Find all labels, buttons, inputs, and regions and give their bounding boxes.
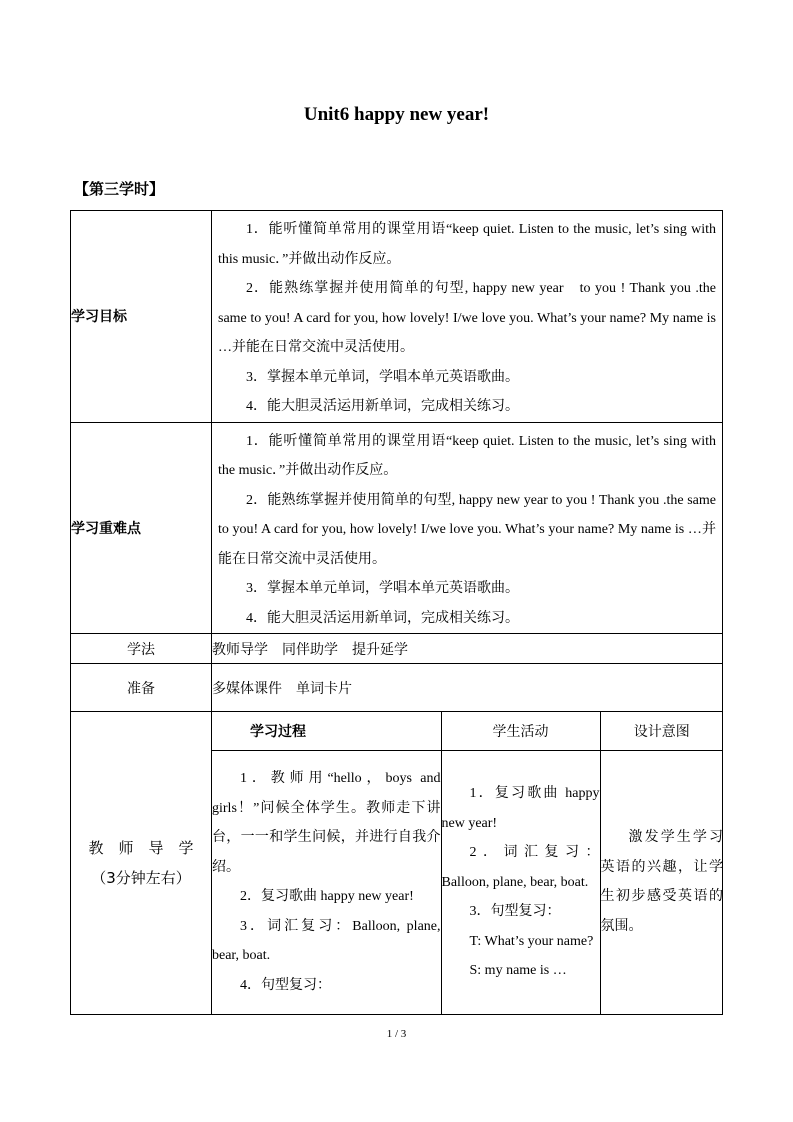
activity-step: 2．词汇复习：Balloon, plane, bear, boat. — [441, 845, 600, 890]
section-heading: 【第三学时】 — [74, 180, 165, 198]
key-points-content — [212, 422, 723, 634]
process-step: 4．句型复习： — [240, 977, 331, 993]
prep-value: 多媒体课件 单词卡片 — [212, 664, 723, 712]
process-row — [71, 712, 723, 1015]
key-points-row — [71, 422, 723, 634]
header-process: 学习过程 — [212, 712, 441, 751]
intent-text: 激发学生学习英语的兴趣，让学生初步感受英语的氛围。 — [600, 829, 723, 934]
process-sublabel: （3分钟左右） — [91, 868, 191, 887]
goals-label: 学习目标 — [71, 211, 212, 423]
key-points-item: 4．能大胆灵活运用新单词，完成相关练习。 — [246, 610, 519, 626]
header-activity: 学生活动 — [441, 712, 600, 751]
key-points-item: 2．能熟练掌握并使用简单的句型, happy new year to you ! Thank you .the same to you! A card for you, how lovely! I/we love you. What’s your name? My name is …并能在日常交流中灵活使用。 — [218, 492, 716, 567]
process-col — [212, 751, 441, 1014]
prep-label: 准备 — [71, 664, 212, 712]
goals-item: 1．能听懂简单常用的课堂用语“keep quiet. Listen to the music, let’s sing with this music．”并做出动作反应。 — [218, 222, 716, 267]
process-left-label — [71, 712, 212, 1015]
key-points-item: 3．掌握本单元单词，学唱本单元英语歌曲。 — [246, 581, 519, 596]
process-step: 3．词汇复习：Balloon, plane, bear, boat. — [212, 918, 441, 964]
activity-step: 1．复习歌曲 happy new year! — [441, 786, 600, 831]
goals-item: 2．能熟练掌握并使用简单的句型, happy new year to you ! Thank you .the same to you! A card for you, how lovely! I/we love you. What’s your name? My name is …并能在日常交流中灵活使用。 — [218, 281, 716, 355]
goals-item: 4．能大胆灵活运用新单词，完成相关练习。 — [246, 399, 519, 414]
process-label: 教 师 导 学 — [88, 838, 194, 857]
goals-item: 3．掌握本单元单词，学唱本单元英语歌曲。 — [246, 369, 519, 385]
process-step: 2．复习歌曲 happy new year! — [240, 889, 414, 905]
key-points-label: 学习重难点 — [71, 422, 212, 634]
document-title: Unit6 happy new year! — [303, 104, 490, 125]
goals-content — [212, 211, 723, 423]
process-step: 1．教师用“hello，boys and girls！”问候全体学生。教师走下讲台，一一和学生问候，并进行自我介绍。 — [212, 771, 441, 875]
goals-row — [71, 211, 723, 423]
key-points-item: 1．能听懂简单常用的课堂用语“keep quiet. Listen to the music, let’s sing with the music．”并做出动作反应。 — [218, 433, 716, 478]
intent-col — [600, 751, 723, 1014]
method-label: 学法 — [71, 634, 212, 664]
page-number: 1 / 3 — [386, 1028, 407, 1040]
prep-row — [71, 664, 723, 712]
activity-step: S: my name is … — [469, 963, 567, 978]
process-inner-table — [212, 712, 723, 1014]
activity-step: T: What’s your name? — [469, 933, 594, 949]
method-value: 教师导学 同伴助学 提升延学 — [212, 634, 723, 664]
lesson-plan-table — [70, 210, 723, 1015]
activity-step: 3．句型复习： — [469, 904, 561, 919]
header-intent: 设计意图 — [600, 712, 723, 751]
process-content — [212, 712, 723, 1015]
method-row — [71, 634, 723, 664]
activity-col — [441, 751, 600, 1014]
